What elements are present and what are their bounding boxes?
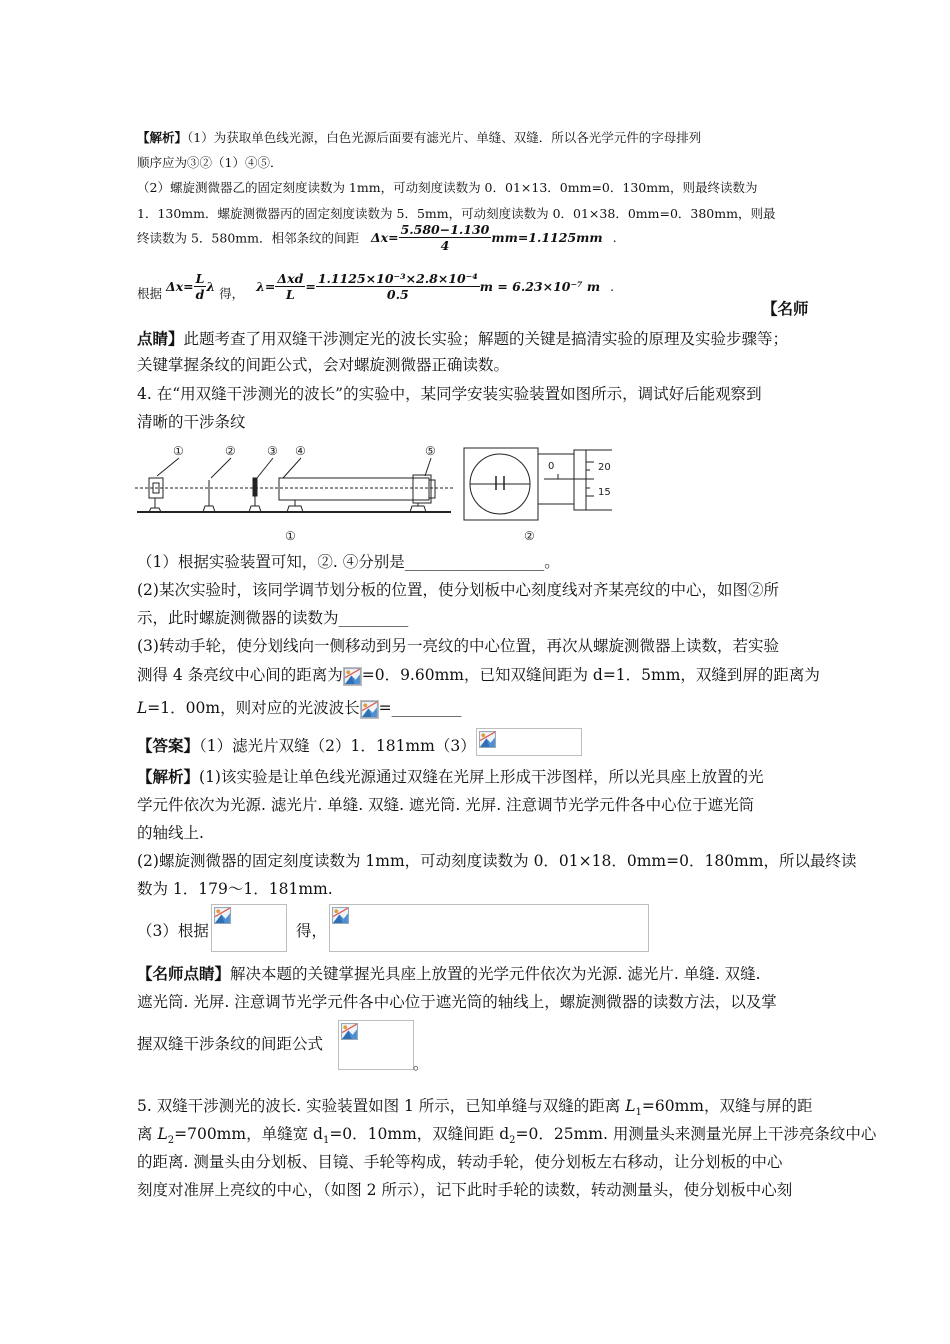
analysis2-line-1: 【解析】(1)该实验是让单色线光源通过双缝在光屏上形成干涉图样，所以光具座上放置的光 xyxy=(137,767,764,786)
q4-part-2a: (2)某次实验时，该同学调节划分板的位置，使分划板中心刻度线对齐某亮纹的中心，如图②所 xyxy=(137,581,779,599)
teacher2-end: 。 xyxy=(413,1055,429,1073)
q4-part-3a: (3)转动手轮，使分划线向一侧移动到另一亮纹的中心位置，再次从螺旋测微器上读数，若实验 xyxy=(137,637,779,655)
fraction: $\frac{5.580-1.130}{4}$ xyxy=(400,222,490,253)
micrometer-figure xyxy=(462,442,632,548)
teacher-tag-a: 【名师 xyxy=(762,299,809,318)
teacher-line-2: 关键掌握条纹的间距公式，会对螺旋测微器正确读数。 xyxy=(137,356,510,374)
formula-image-2 xyxy=(329,904,649,952)
analysis2-line-3: 的轴线上. xyxy=(137,824,204,842)
teacher2-line-2: 遮光筒. 光屏. 注意调节光学元件各中心位于遮光筒的轴线上，螺旋测微器的读数方法，以及掌 xyxy=(137,993,777,1011)
fig-label-2: ② xyxy=(225,444,236,458)
formula-line-wavelength: 根据 Δx= $\frac{L}{d}$ λ 得， λ= $\frac{\text{Δxd}}{L}$ = $\frac{\text{1.1125×10⁻³×2.8×10⁻⁴}}{0.5}$ m = 6.23×10⁻⁷ m . xyxy=(137,271,615,302)
fig-label-1: ① xyxy=(173,444,184,458)
teacher2-line-3: 握双缝干涉条纹的间距公式 xyxy=(137,1035,324,1053)
analysis2-line-2: 学元件依次为光源. 滤光片. 单缝. 双缝. 遮光筒. 光屏. 注意调节光学元件各中心位于遮光筒 xyxy=(137,796,755,814)
fraction: $\frac{\text{Δxd}}{L}$ xyxy=(277,271,304,302)
q5-line-2: 离 $L_2=700mm$，单缝宽 $d_1=0$．10mm，双缝间距 $d_2=0$．25mm. 用测量头来测量光屏上干涉亮条纹中心 xyxy=(137,1125,877,1147)
fig1-caption: ① xyxy=(285,529,296,543)
scale-zero: 0 xyxy=(548,461,555,472)
analysis-line-1: 【解析】（1）为获取单色线光源，白色光源后面要有滤光片、单缝、双缝．所以各光学元件的字母排列 xyxy=(137,130,702,145)
broken-image-icon xyxy=(332,907,349,924)
formula-image-1 xyxy=(211,904,287,952)
analysis2-l6a: （3）根据 xyxy=(137,922,209,940)
fig-label-3: ③ xyxy=(267,444,278,458)
broken-image-icon xyxy=(214,907,231,924)
answer-formula-image xyxy=(476,728,582,756)
q4-part-2b: 示，此时螺旋测微器的读数为_________ xyxy=(137,609,409,627)
teacher2-line-1: 【名师点睛】解决本题的关键掌握光具座上放置的光学元件依次为光源. 滤光片. 单缝. 双缝. xyxy=(137,964,761,983)
q4-part-3c: L=1．00m，则对应的光波波长 =_________ xyxy=(137,699,462,717)
scale-20: 20 xyxy=(598,462,611,473)
q4-part-3b: 测得 4 条亮纹中心间的距离为 =0．9.60mm，已知双缝间距为 d=1．5mm，双缝到屏的距离为 xyxy=(137,666,820,684)
q5-line-4: 刻度对准屏上亮纹的中心，（如图 2 所示），记下此时手轮的读数，转动测量头，使分划板中心刻 xyxy=(137,1181,793,1199)
formula-line-spacing: 终读数为 5．580mm．相邻条纹的间距 Δx= $\frac{5.580-1.130}{4}$ mm=1.1125mm . xyxy=(137,222,617,253)
answer-line: 【答案】（1）滤光片双缝（2）1．181mm（3） xyxy=(137,736,476,755)
fig-label-4: ④ xyxy=(295,444,306,458)
scale-15: 15 xyxy=(598,487,611,498)
analysis2-l6b: 得， xyxy=(296,922,328,940)
q5-line-1: 5. 双缝干涉测光的波长. 实验装置如图 1 所示，已知单缝与双缝的距离 $L_1=60mm$，双缝与屏的距 xyxy=(137,1097,813,1119)
optical-bench-figure xyxy=(135,442,455,548)
analysis-tag: 【解析】 xyxy=(137,130,188,145)
teacher-line-1: 点睛】此题考查了用双缝干涉测定光的波长实验；解题的关键是搞清实验的原理及实验步骤等； xyxy=(137,329,789,348)
fig2-caption: ② xyxy=(524,529,535,543)
q4-line-2: 清晰的干涉条纹 xyxy=(137,413,246,431)
q4-line-1: 4. 在“用双缝干涉测光的波长”的实验中，某同学安装实验装置如图所示，调试好后能观察到 xyxy=(137,385,762,403)
q5-line-3: 的距离. 测量头由分划板、目镜、手轮等构成，转动手轮，使分划板左右移动，让分划板的中心 xyxy=(137,1153,783,1171)
formula-image-3 xyxy=(338,1020,414,1070)
fraction: $\frac{\text{1.1125×10⁻³×2.8×10⁻⁴}}{0.5}$ xyxy=(317,271,478,302)
analysis-line-3: （2）螺旋测微器乙的固定刻度读数为 1mm，可动刻度读数为 0．01×13．0mm=0．130mm，则最终读数为 xyxy=(137,180,758,195)
broken-image-icon xyxy=(479,731,496,748)
broken-image-icon xyxy=(343,667,362,686)
analysis-line-2: 顺序应为③②（1）④⑤． xyxy=(137,155,283,170)
fig-label-5: ⑤ xyxy=(425,444,436,458)
fraction: $\frac{L}{d}$ xyxy=(195,271,205,302)
analysis2-line-5: 数为 1．179～1．181mm. xyxy=(137,880,333,898)
analysis2-line-4: (2)螺旋测微器的固定刻度读数为 1mm，可动刻度读数为 0．01×18．0mm=0．180mm，所以最终读 xyxy=(137,852,857,870)
analysis-line-4: 1．130mm．螺旋测微器丙的固定刻度读数为 5．5mm，可动刻度读数为 0．01×38．0mm=0．380mm，则最 xyxy=(137,206,776,221)
q4-part-1: （1）根据实验装置可知，②. ④分别是__________________。 xyxy=(137,553,560,571)
broken-image-icon xyxy=(341,1023,358,1040)
broken-image-icon xyxy=(360,700,379,719)
